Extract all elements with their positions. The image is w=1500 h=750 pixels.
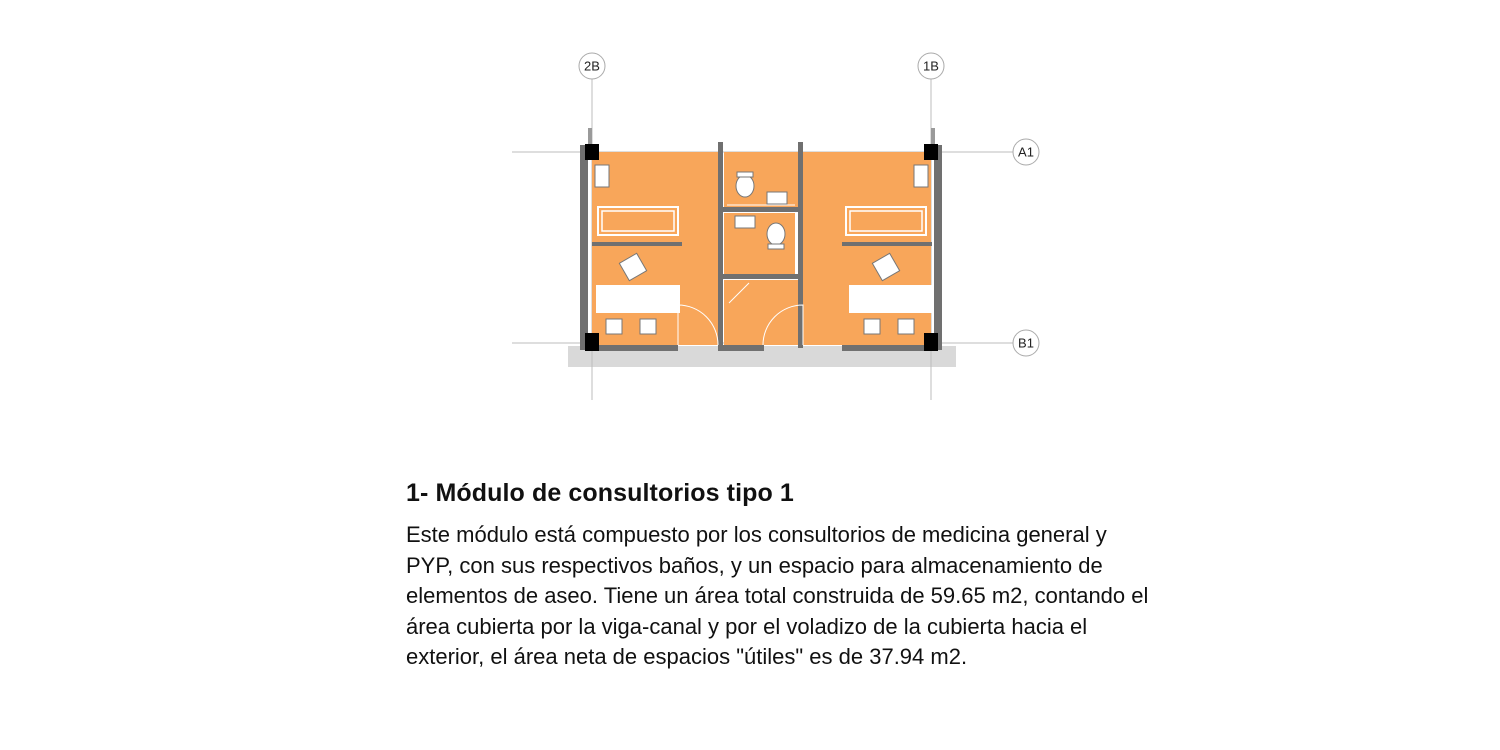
column-2b-a1	[585, 144, 599, 160]
wall-partition-right	[798, 142, 803, 348]
grid-bubble-2b	[579, 53, 605, 79]
chair-patient-left-2	[640, 319, 656, 334]
wall-top-stub-right	[931, 128, 935, 146]
sink-left	[595, 165, 609, 187]
grid-bubble-b1	[1013, 330, 1039, 356]
wall-bottom-mid	[718, 345, 764, 351]
svg-text:2B: 2B	[584, 58, 600, 74]
wall-bottom-left	[592, 345, 678, 351]
wall-right-exterior	[934, 145, 942, 350]
wall-shelf-left	[592, 242, 682, 246]
toilet-top-tank	[737, 172, 753, 177]
floor-areas	[592, 152, 931, 345]
toilet-bottom	[767, 223, 785, 245]
wall-shelf-right	[842, 242, 932, 246]
column-1b-b1	[924, 333, 938, 351]
column-1b-a1	[924, 144, 938, 160]
room-consultorio-right	[803, 152, 931, 345]
room-consultorio-left	[592, 152, 718, 345]
wall-bottom-right	[842, 345, 934, 351]
desk-right	[849, 285, 933, 313]
caption-block	[406, 478, 1166, 673]
chair-patient-left-1	[606, 319, 622, 334]
wall-bath-mid	[723, 207, 798, 212]
sink-bath-bottom	[735, 216, 755, 228]
svg-text:A1: A1	[1018, 144, 1034, 160]
grid-bubble-a1	[1013, 139, 1039, 165]
caption-title: 1- Módulo de consultorios tipo 1	[406, 479, 794, 507]
svg-text:1B: 1B	[923, 58, 939, 74]
sink-right	[914, 165, 928, 187]
toilet-top	[736, 175, 754, 197]
chair-patient-right-2	[898, 319, 914, 334]
chair-patient-right-1	[864, 319, 880, 334]
room-storage	[724, 280, 798, 345]
toilet-bottom-tank	[768, 244, 784, 249]
desk-left	[596, 285, 680, 313]
caption-body: Este módulo está compuesto por los consultorios de medicina general y PYP, con sus respectivos baños, y un espacio para almacenamiento de elementos de aseo. Tiene un área total construida de 59.65 m2, contando el área cubierta por la viga-canal y por el voladizo de la cubierta hacia el exterior, el área neta de espacios "útiles" es de 37.94 m2.	[406, 522, 1149, 669]
wall-partition-left	[718, 142, 723, 348]
column-2b-b1	[585, 333, 599, 351]
wall-top-stub-left	[588, 128, 592, 146]
grid-bubble-1b	[918, 53, 944, 79]
sink-bath-top	[767, 192, 787, 204]
wall-bath-bottom	[723, 274, 798, 279]
wall-left-exterior	[580, 145, 588, 350]
svg-text:B1: B1	[1018, 335, 1034, 351]
